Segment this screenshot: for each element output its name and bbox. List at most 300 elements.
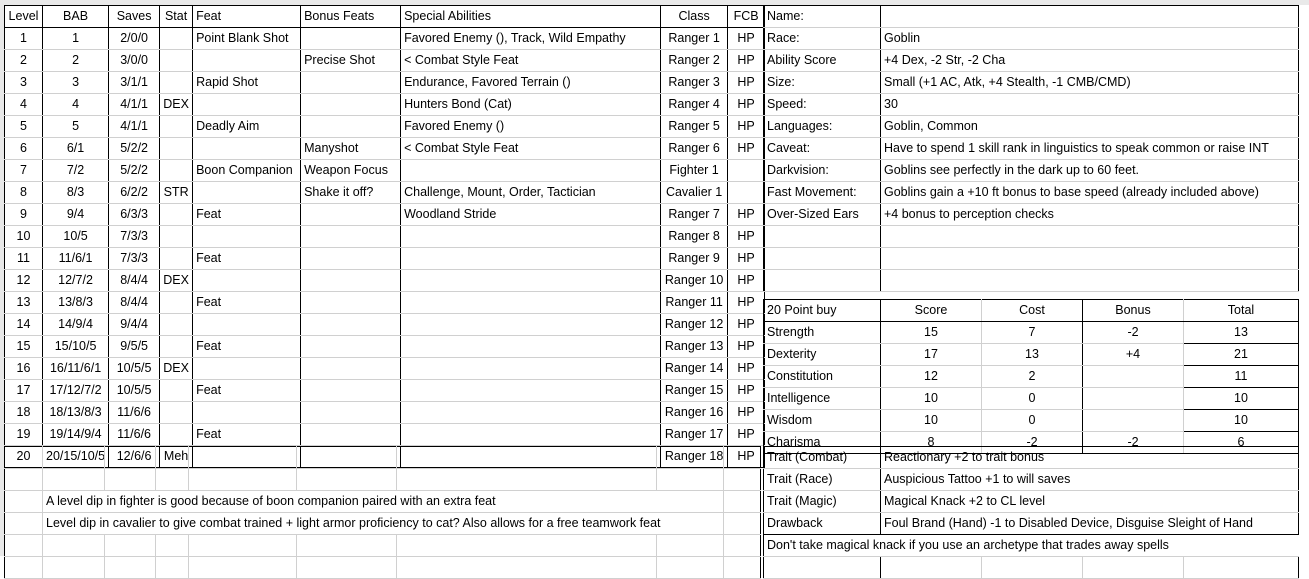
notes-row (5, 491, 761, 513)
cell-feat[interactable] (193, 314, 301, 336)
cell-score[interactable]: 8 (881, 432, 982, 454)
cell-level[interactable]: 1 (5, 28, 43, 50)
cell-bonus[interactable] (1083, 366, 1184, 388)
cell-saves[interactable]: 5/2/2 (109, 160, 160, 182)
cell-special[interactable] (401, 358, 661, 380)
blank-cell (5, 535, 43, 557)
cell-saves[interactable]: 3/0/0 (109, 50, 160, 72)
info-value[interactable]: +4 bonus to perception checks (881, 204, 1299, 226)
cell-stat[interactable]: DEX (160, 358, 193, 380)
info-label[interactable] (764, 270, 881, 292)
cell-feat[interactable]: Feat (193, 380, 301, 402)
info-value[interactable]: Goblins see perfectly in the dark up to 60 feet. (881, 160, 1299, 182)
cell-bonus[interactable] (301, 72, 401, 94)
cell-level[interactable]: 19 (5, 424, 43, 446)
cell-fcb[interactable]: HP (728, 336, 765, 358)
trait-row (764, 469, 1299, 491)
cell-feat[interactable]: Feat (193, 336, 301, 358)
cell-special[interactable]: Hunters Bond (Cat) (401, 94, 661, 116)
trait-value[interactable]: Reactionary +2 to trait bonus (881, 447, 1299, 469)
cell-special[interactable]: Favored Enemy () (401, 116, 661, 138)
cell-total[interactable]: 13 (1184, 322, 1299, 344)
cell-total[interactable]: 10 (1184, 410, 1299, 432)
cell-bonus[interactable] (301, 94, 401, 116)
column-header-level: Level (5, 6, 43, 28)
cell-bab[interactable]: 5 (43, 116, 109, 138)
cell-class[interactable]: Ranger 17 (661, 424, 728, 446)
info-value[interactable] (881, 270, 1299, 292)
cell-bab[interactable]: 6/1 (43, 138, 109, 160)
info-value[interactable]: 30 (881, 94, 1299, 116)
cell-bonus[interactable] (1083, 410, 1184, 432)
cell-level[interactable]: 17 (5, 380, 43, 402)
cell-fcb[interactable]: HP (728, 380, 765, 402)
cell-class[interactable]: Ranger 9 (661, 248, 728, 270)
blank-cell (105, 469, 156, 491)
info-value[interactable] (881, 226, 1299, 248)
info-row (764, 28, 1299, 50)
cell-class[interactable]: Ranger 8 (661, 226, 728, 248)
info-value[interactable] (881, 6, 1299, 28)
trait-value[interactable]: Auspicious Tattoo +1 to will saves (881, 469, 1299, 491)
cell-saves[interactable]: 4/1/1 (109, 94, 160, 116)
cell-fcb[interactable]: HP (728, 226, 765, 248)
blank-cell (724, 535, 761, 557)
cell-bonus[interactable] (301, 424, 401, 446)
cell-cost[interactable]: -2 (982, 432, 1083, 454)
cell-total[interactable]: 11 (1184, 366, 1299, 388)
cell-saves[interactable]: 2/0/0 (109, 28, 160, 50)
point-buy-row (764, 410, 1299, 432)
info-row (764, 204, 1299, 226)
blank-cell (982, 557, 1083, 579)
table-row (5, 380, 765, 402)
cell-fcb[interactable]: HP (728, 204, 765, 226)
cell-saves[interactable]: 9/4/4 (109, 314, 160, 336)
cell-bab[interactable]: 3 (43, 72, 109, 94)
cell-bab[interactable]: 18/13/8/3 (43, 402, 109, 424)
cell-feat[interactable] (193, 182, 301, 204)
info-label[interactable]: Ability Score (764, 50, 881, 72)
cell-class[interactable]: Ranger 6 (661, 138, 728, 160)
column-header-point-buy: 20 Point buy (764, 300, 881, 322)
cell-fcb[interactable]: HP (728, 72, 765, 94)
cell-bab[interactable]: 9/4 (43, 204, 109, 226)
column-header-score: Score (881, 300, 982, 322)
info-row (764, 6, 1299, 28)
blank-cell (397, 447, 657, 469)
trait-label[interactable]: Trait (Combat) (764, 447, 881, 469)
cell-stat[interactable] (160, 424, 193, 446)
cell-bonus[interactable] (301, 116, 401, 138)
trait-label[interactable]: Drawback (764, 513, 881, 535)
cell-bonus[interactable]: Weapon Focus (301, 160, 401, 182)
cell-bab[interactable]: 15/10/5 (43, 336, 109, 358)
cell-bab[interactable]: 4 (43, 94, 109, 116)
cell-fcb[interactable]: HP (728, 28, 765, 50)
point-buy-row (764, 366, 1299, 388)
cell-level[interactable]: 15 (5, 336, 43, 358)
cell-class[interactable]: Ranger 18 (661, 446, 728, 468)
blank-cell (657, 447, 724, 469)
column-header-saves: Saves (109, 6, 160, 28)
cell-special[interactable] (401, 314, 661, 336)
info-value[interactable]: Goblins gain a +10 ft bonus to base speed (already included above) (881, 182, 1299, 204)
column-header-bonus: Bonus (1083, 300, 1184, 322)
cell-saves[interactable]: 8/4/4 (109, 292, 160, 314)
cell-stat[interactable]: Meh (160, 446, 193, 468)
cell-fcb[interactable]: HP (728, 116, 765, 138)
cell-bab[interactable]: 13/8/3 (43, 292, 109, 314)
cell-bonus[interactable] (301, 248, 401, 270)
info-label[interactable] (764, 226, 881, 248)
table-row (5, 358, 765, 380)
cell-class[interactable]: Ranger 10 (661, 270, 728, 292)
column-header-class: Class (661, 6, 728, 28)
info-row (764, 116, 1299, 138)
cell-feat[interactable] (193, 358, 301, 380)
cell-score[interactable]: 10 (881, 388, 982, 410)
cell-bab[interactable]: 7/2 (43, 160, 109, 182)
cell-class[interactable]: Ranger 5 (661, 116, 728, 138)
cell-score[interactable]: 17 (881, 344, 982, 366)
table-row (5, 116, 765, 138)
cell-cost[interactable]: 13 (982, 344, 1083, 366)
note-line-2: Level dip in cavalier to give combat trained + light armor proficiency to cat? Also allows for a free teamwork feat (43, 513, 724, 535)
cell-total[interactable]: 6 (1184, 432, 1299, 454)
info-label[interactable]: Caveat: (764, 138, 881, 160)
cell-saves[interactable]: 9/5/5 (109, 336, 160, 358)
cell-ability[interactable]: Strength (764, 322, 881, 344)
cell-level[interactable]: 4 (5, 94, 43, 116)
cell-stat[interactable] (160, 138, 193, 160)
cell-class[interactable]: Ranger 4 (661, 94, 728, 116)
cell-stat[interactable]: DEX (160, 94, 193, 116)
cell-bonus[interactable]: +4 (1083, 344, 1184, 366)
cell-score[interactable]: 15 (881, 322, 982, 344)
cell-special[interactable] (401, 160, 661, 182)
cell-special[interactable] (401, 270, 661, 292)
cell-ability[interactable]: Wisdom (764, 410, 881, 432)
cell-special[interactable] (401, 424, 661, 446)
note-line-1: A level dip in fighter is good because of boon companion paired with an extra feat (43, 491, 724, 513)
cell-ability[interactable]: Charisma (764, 432, 881, 454)
blank-cell (43, 469, 105, 491)
cell-class[interactable]: Fighter 1 (661, 160, 728, 182)
cell-bonus[interactable]: -2 (1083, 322, 1184, 344)
cell-stat[interactable] (160, 292, 193, 314)
cell-saves[interactable]: 11/6/6 (109, 402, 160, 424)
cell-saves[interactable]: 4/1/1 (109, 116, 160, 138)
cell-bonus[interactable]: Shake it off? (301, 182, 401, 204)
cell-bonus[interactable]: -2 (1083, 432, 1184, 454)
cell-feat[interactable] (193, 270, 301, 292)
cell-bab[interactable]: 16/11/6/1 (43, 358, 109, 380)
cell-feat[interactable] (193, 138, 301, 160)
cell-cost[interactable]: 0 (982, 388, 1083, 410)
cell-feat[interactable]: Deadly Aim (193, 116, 301, 138)
table-row (5, 160, 765, 182)
cell-bonus[interactable] (301, 402, 401, 424)
cell-level[interactable]: 18 (5, 402, 43, 424)
cell-fcb[interactable] (728, 160, 765, 182)
info-value[interactable] (881, 248, 1299, 270)
cell-bab[interactable]: 19/14/9/4 (43, 424, 109, 446)
cell-class[interactable]: Ranger 13 (661, 336, 728, 358)
cell-bab[interactable]: 14/9/4 (43, 314, 109, 336)
info-label[interactable] (764, 248, 881, 270)
cell-fcb[interactable]: HP (728, 446, 765, 468)
cell-class[interactable]: Ranger 3 (661, 72, 728, 94)
cell-class[interactable]: Ranger 12 (661, 314, 728, 336)
cell-cost[interactable]: 2 (982, 366, 1083, 388)
cell-level[interactable]: 14 (5, 314, 43, 336)
cell-feat[interactable]: Feat (193, 204, 301, 226)
cell-saves[interactable]: 10/5/5 (109, 380, 160, 402)
cell-bab[interactable]: 12/7/2 (43, 270, 109, 292)
cell-bonus[interactable] (301, 226, 401, 248)
column-header-bab: BAB (43, 6, 109, 28)
cell-level[interactable]: 5 (5, 116, 43, 138)
cell-level[interactable]: 7 (5, 160, 43, 182)
cell-fcb[interactable]: HP (728, 314, 765, 336)
cell-level[interactable]: 2 (5, 50, 43, 72)
cell-class[interactable]: Ranger 14 (661, 358, 728, 380)
cell-fcb[interactable]: HP (728, 424, 765, 446)
cell-feat[interactable]: Feat (193, 248, 301, 270)
cell-special[interactable] (401, 402, 661, 424)
cell-stat[interactable] (160, 380, 193, 402)
info-row (764, 226, 1299, 248)
table-row (5, 138, 765, 160)
cell-level[interactable]: 8 (5, 182, 43, 204)
trait-label[interactable]: Trait (Race) (764, 469, 881, 491)
blank-cell (724, 557, 761, 579)
table-row (5, 94, 765, 116)
cell-fcb[interactable] (728, 182, 765, 204)
cell-saves[interactable]: 8/4/4 (109, 270, 160, 292)
cell-saves[interactable]: 3/1/1 (109, 72, 160, 94)
blank-cell (43, 447, 105, 469)
trait-row (764, 513, 1299, 535)
blank-cell (297, 535, 397, 557)
cell-class[interactable]: Ranger 16 (661, 402, 728, 424)
cell-fcb[interactable]: HP (728, 358, 765, 380)
info-label[interactable]: Name: (764, 6, 881, 28)
info-value[interactable]: Have to spend 1 skill rank in linguistics to speak common or raise INT (881, 138, 1299, 160)
cell-special[interactable]: Favored Enemy (), Track, Wild Empathy (401, 28, 661, 50)
cell-special[interactable] (401, 248, 661, 270)
cell-bonus[interactable] (301, 358, 401, 380)
cell-bonus[interactable] (301, 314, 401, 336)
cell-total[interactable]: 10 (1184, 388, 1299, 410)
cell-saves[interactable]: 12/6/6 (109, 446, 160, 468)
info-value[interactable]: Goblin, Common (881, 116, 1299, 138)
cell-class[interactable]: Ranger 11 (661, 292, 728, 314)
cell-stat[interactable] (160, 226, 193, 248)
cell-stat[interactable] (160, 314, 193, 336)
cell-stat[interactable] (160, 204, 193, 226)
cell-fcb[interactable]: HP (728, 138, 765, 160)
cell-level[interactable]: 6 (5, 138, 43, 160)
info-label[interactable]: Size: (764, 72, 881, 94)
cell-bonus[interactable] (301, 336, 401, 358)
info-row (764, 72, 1299, 94)
cell-bonus[interactable]: Manyshot (301, 138, 401, 160)
trait-row (764, 491, 1299, 513)
cell-feat[interactable] (193, 402, 301, 424)
cell-class[interactable]: Ranger 15 (661, 380, 728, 402)
cell-ability[interactable]: Intelligence (764, 388, 881, 410)
cell-class[interactable]: Ranger 7 (661, 204, 728, 226)
cell-class[interactable]: Ranger 1 (661, 28, 728, 50)
trait-label[interactable]: Trait (Magic) (764, 491, 881, 513)
cell-bab[interactable]: 10/5 (43, 226, 109, 248)
cell-bab[interactable]: 1 (43, 28, 109, 50)
cell-bab[interactable]: 8/3 (43, 182, 109, 204)
blank-cell (43, 557, 105, 579)
cell-stat[interactable] (160, 402, 193, 424)
cell-bab[interactable]: 11/6/1 (43, 248, 109, 270)
cell-fcb[interactable]: HP (728, 292, 765, 314)
cell-saves[interactable]: 10/5/5 (109, 358, 160, 380)
cell-special[interactable] (401, 380, 661, 402)
blank-cell (397, 557, 657, 579)
cell-bab[interactable]: 2 (43, 50, 109, 72)
info-value[interactable]: Goblin (881, 28, 1299, 50)
cell-stat[interactable] (160, 336, 193, 358)
level-progression-table (4, 5, 765, 468)
cell-saves[interactable]: 7/3/3 (109, 248, 160, 270)
blank-cell (397, 535, 657, 557)
cell-bonus[interactable] (301, 270, 401, 292)
info-label[interactable]: Race: (764, 28, 881, 50)
trait-value[interactable]: Foul Brand (Hand) -1 to Disabled Device, Disguise Sleight of Hand (881, 513, 1299, 535)
cell-special[interactable] (401, 336, 661, 358)
cell-level[interactable]: 13 (5, 292, 43, 314)
cell-class[interactable]: Cavalier 1 (661, 182, 728, 204)
cell-feat[interactable]: Point Blank Shot (193, 28, 301, 50)
cell-level[interactable]: 11 (5, 248, 43, 270)
cell-special[interactable] (401, 226, 661, 248)
cell-bab[interactable]: 17/12/7/2 (43, 380, 109, 402)
cell-stat[interactable]: STR (160, 182, 193, 204)
cell-special[interactable]: Endurance, Favored Terrain () (401, 72, 661, 94)
cell-fcb[interactable]: HP (728, 402, 765, 424)
blank-cell (189, 447, 297, 469)
cell-feat[interactable]: Boon Companion (193, 160, 301, 182)
info-row (764, 248, 1299, 270)
trait-value[interactable]: Magical Knack +2 to CL level (881, 491, 1299, 513)
cell-stat[interactable] (160, 28, 193, 50)
traits-blank-row (764, 557, 1299, 579)
cell-score[interactable]: 12 (881, 366, 982, 388)
cell-fcb[interactable]: HP (728, 248, 765, 270)
cell-bonus[interactable]: Precise Shot (301, 50, 401, 72)
cell-fcb[interactable]: HP (728, 94, 765, 116)
cell-cost[interactable]: 7 (982, 322, 1083, 344)
cell-total[interactable]: 21 (1184, 344, 1299, 366)
cell-level[interactable]: 3 (5, 72, 43, 94)
cell-bonus[interactable] (1083, 388, 1184, 410)
cell-feat[interactable]: Feat (193, 292, 301, 314)
notes-table (4, 446, 761, 579)
cell-cost[interactable]: 0 (982, 410, 1083, 432)
info-label[interactable]: Over-Sized Ears (764, 204, 881, 226)
info-value[interactable]: +4 Dex, -2 Str, -2 Cha (881, 50, 1299, 72)
info-value[interactable]: Small (+1 AC, Atk, +4 Stealth, -1 CMB/CMD) (881, 72, 1299, 94)
cell-bonus[interactable] (301, 292, 401, 314)
cell-ability[interactable]: Dexterity (764, 344, 881, 366)
column-header-total: Total (1184, 300, 1299, 322)
blank-cell (156, 469, 189, 491)
cell-level[interactable]: 10 (5, 226, 43, 248)
cell-stat[interactable]: DEX (160, 270, 193, 292)
cell-feat[interactable] (193, 94, 301, 116)
blank-cell (1184, 557, 1299, 579)
cell-level[interactable]: 12 (5, 270, 43, 292)
cell-stat[interactable] (160, 116, 193, 138)
blank-cell (297, 557, 397, 579)
cell-stat[interactable] (160, 72, 193, 94)
cell-special[interactable]: Woodland Stride (401, 204, 661, 226)
cell-saves[interactable]: 6/2/2 (109, 182, 160, 204)
cell-special[interactable]: Challenge, Mount, Order, Tactician (401, 182, 661, 204)
blank-cell (105, 557, 156, 579)
cell-special[interactable]: < Combat Style Feat (401, 138, 661, 160)
info-label[interactable]: Languages: (764, 116, 881, 138)
table-row (5, 72, 765, 94)
cell-feat[interactable] (193, 50, 301, 72)
info-row (764, 94, 1299, 116)
cell-feat[interactable]: Rapid Shot (193, 72, 301, 94)
cell-stat[interactable] (160, 50, 193, 72)
blank-cell (156, 557, 189, 579)
cell-special[interactable] (401, 292, 661, 314)
blank-cell (156, 447, 189, 469)
cell-saves[interactable]: 7/3/3 (109, 226, 160, 248)
cell-stat[interactable] (160, 248, 193, 270)
cell-level[interactable]: 16 (5, 358, 43, 380)
cell-saves[interactable]: 6/3/3 (109, 204, 160, 226)
cell-saves[interactable]: 11/6/6 (109, 424, 160, 446)
cell-fcb[interactable]: HP (728, 270, 765, 292)
notes-row (5, 513, 761, 535)
cell-saves[interactable]: 5/2/2 (109, 138, 160, 160)
info-label[interactable]: Darkvision: (764, 160, 881, 182)
table-row (5, 270, 765, 292)
cell-fcb[interactable]: HP (728, 50, 765, 72)
cell-ability[interactable]: Constitution (764, 366, 881, 388)
cell-feat[interactable] (193, 226, 301, 248)
cell-bonus[interactable] (301, 204, 401, 226)
cell-stat[interactable] (160, 160, 193, 182)
cell-feat[interactable]: Feat (193, 424, 301, 446)
cell-bab[interactable]: 20/15/10/5 (43, 446, 109, 468)
cell-bonus[interactable] (301, 28, 401, 50)
info-label[interactable]: Speed: (764, 94, 881, 116)
table-row (5, 292, 765, 314)
info-label[interactable]: Fast Movement: (764, 182, 881, 204)
table-row (5, 182, 765, 204)
cell-special[interactable]: < Combat Style Feat (401, 50, 661, 72)
cell-score[interactable]: 10 (881, 410, 982, 432)
blank-cell (5, 491, 43, 513)
cell-class[interactable]: Ranger 2 (661, 50, 728, 72)
cell-bonus[interactable] (301, 380, 401, 402)
cell-level[interactable]: 20 (5, 446, 43, 468)
cell-level[interactable]: 9 (5, 204, 43, 226)
